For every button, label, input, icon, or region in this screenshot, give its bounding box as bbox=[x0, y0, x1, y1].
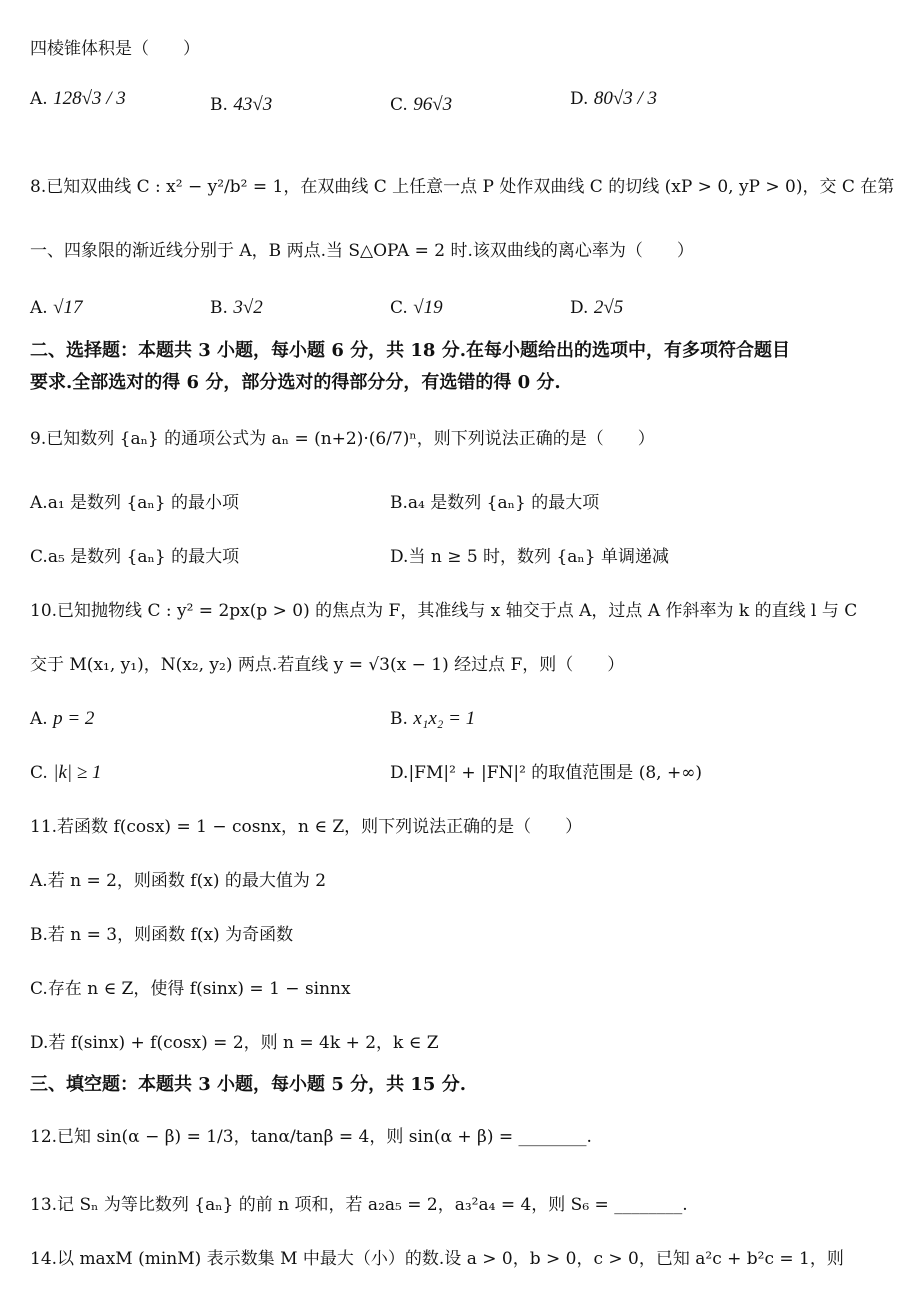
q9-option-b[interactable] bbox=[390, 490, 599, 516]
option-text: 若 n = 2，则函数 f(x) 的最大值为 2 bbox=[47, 871, 327, 891]
option-label: C. bbox=[390, 95, 408, 115]
q11-option-d[interactable] bbox=[30, 1030, 439, 1056]
option-label: D. bbox=[390, 763, 409, 783]
option-label: B. bbox=[210, 298, 228, 318]
option-text: x₁x₂ = 1 bbox=[413, 708, 476, 729]
option-text: p = 2 bbox=[53, 708, 95, 729]
q10-option-b[interactable] bbox=[390, 706, 475, 732]
option-text: 43√3 bbox=[233, 94, 273, 115]
option-label: D. bbox=[30, 1033, 49, 1053]
q8-option-b[interactable] bbox=[210, 295, 263, 321]
q7-option-a[interactable] bbox=[30, 86, 126, 112]
q11-option-b[interactable] bbox=[30, 922, 293, 948]
q11-stem: 11.若函数 f(cosx) = 1 − cosnx，n ∈ Z，则下列说法正确的是（ ） bbox=[30, 817, 583, 837]
q8-stem-line1: 8.已知双曲线 C : x² − y²/b² = 1，在双曲线 C 上任意一点 P 处作双曲线 C 的切线 (xP > 0, yP > 0)，交 C 在第 bbox=[30, 177, 895, 197]
option-label: B. bbox=[390, 709, 408, 729]
option-label: A. bbox=[30, 89, 48, 109]
section3-heading: 三、填空题：本题共 3 小题，每小题 5 分，共 15 分. bbox=[30, 1074, 466, 1095]
option-text: √17 bbox=[53, 297, 83, 318]
q8-option-a[interactable] bbox=[30, 295, 83, 321]
option-text: 3√2 bbox=[233, 297, 263, 318]
q13-stem: 13.记 Sₙ 为等比数列 {aₙ} 的前 n 项和，若 a₂a₅ = 2，a₃²a₄ = 4，则 S₆ = ________. bbox=[30, 1195, 688, 1215]
q10-option-a[interactable] bbox=[30, 706, 94, 732]
option-text: 当 n ≥ 5 时，数列 {aₙ} 单调递减 bbox=[408, 547, 669, 567]
q11-option-a[interactable] bbox=[30, 868, 326, 894]
option-text: √19 bbox=[413, 297, 443, 318]
option-label: A. bbox=[30, 709, 48, 729]
option-label: A. bbox=[30, 871, 48, 891]
q10-option-c[interactable] bbox=[30, 760, 102, 786]
q9-stem: 9.已知数列 {aₙ} 的通项公式为 aₙ = (n+2)·(6/7)ⁿ，则下列说法正确的是（ ） bbox=[30, 429, 655, 449]
option-text: |FM|² + |FN|² 的取值范围是 (8, +∞) bbox=[408, 763, 703, 783]
q7-stem-tail: 四棱锥体积是（ ） bbox=[30, 39, 200, 59]
option-label: A. bbox=[30, 493, 48, 513]
option-text: 若 f(sinx) + f(cosx) = 2，则 n = 4k + 2，k ∈ Z bbox=[48, 1033, 439, 1053]
q10-stem-line1: 10.已知抛物线 C : y² = 2px(p > 0) 的焦点为 F，其准线与 x 轴交于点 A，过点 A 作斜率为 k 的直线 l 与 C bbox=[30, 601, 858, 621]
q10-option-d[interactable] bbox=[390, 760, 702, 786]
option-label: B. bbox=[210, 95, 228, 115]
option-label: D. bbox=[570, 89, 589, 109]
q7-option-d[interactable] bbox=[570, 86, 657, 112]
option-label: C. bbox=[390, 298, 408, 318]
option-text: 128√3 / 3 bbox=[53, 88, 126, 109]
q12-stem: 12.已知 sin(α − β) = 1/3，tanα/tanβ = 4，则 sin(α + β) = ________. bbox=[30, 1127, 592, 1147]
q8-stem-line2: 一、四象限的渐近线分别于 A，B 两点.当 S△OPA = 2 时.该双曲线的离心率为（ ） bbox=[30, 241, 694, 261]
option-label: B. bbox=[30, 925, 48, 945]
q9-option-d[interactable] bbox=[390, 544, 669, 570]
option-text: a₁ 是数列 {aₙ} 的最小项 bbox=[47, 493, 239, 513]
option-text: a₄ 是数列 {aₙ} 的最大项 bbox=[407, 493, 600, 513]
option-label: D. bbox=[390, 547, 409, 567]
q9-option-c[interactable] bbox=[30, 544, 239, 570]
option-text: 2√5 bbox=[593, 297, 624, 318]
option-text: a₅ 是数列 {aₙ} 的最大项 bbox=[47, 547, 240, 567]
option-text: 若 n = 3，则函数 f(x) 为奇函数 bbox=[47, 925, 294, 945]
option-label: D. bbox=[570, 298, 589, 318]
section2-heading-line1: 二、选择题：本题共 3 小题，每小题 6 分，共 18 分.在每小题给出的选项中，有多项符合题目 bbox=[30, 340, 790, 361]
option-text: |k| ≥ 1 bbox=[53, 762, 102, 783]
option-label: B. bbox=[390, 493, 408, 513]
q11-option-c[interactable] bbox=[30, 976, 351, 1002]
q7-option-c[interactable] bbox=[390, 92, 452, 118]
option-text: 96√3 bbox=[413, 94, 453, 115]
option-label: C. bbox=[30, 547, 48, 567]
option-label: A. bbox=[30, 298, 48, 318]
q10-stem-line2: 交于 M(x₁, y₁)，N(x₂, y₂) 两点.若直线 y = √3(x − 1) 经过点 F，则（ ） bbox=[30, 655, 625, 675]
option-label: C. bbox=[30, 979, 48, 999]
q8-option-c[interactable] bbox=[390, 295, 443, 321]
section2-heading-line2: 要求.全部选对的得 6 分，部分选对的得部分分，有选错的得 0 分. bbox=[30, 372, 561, 393]
q9-option-a[interactable] bbox=[30, 490, 239, 516]
q14-stem: 14.以 maxM (minM) 表示数集 M 中最大（小）的数.设 a > 0，b > 0，c > 0，已知 a²c + b²c = 1，则 bbox=[30, 1249, 844, 1269]
q7-option-b[interactable] bbox=[210, 92, 272, 118]
q8-option-d[interactable] bbox=[570, 295, 623, 321]
option-text: 80√3 / 3 bbox=[593, 88, 658, 109]
option-label: C. bbox=[30, 763, 48, 783]
option-text: 存在 n ∈ Z，使得 f(sinx) = 1 − sinnx bbox=[47, 979, 351, 999]
